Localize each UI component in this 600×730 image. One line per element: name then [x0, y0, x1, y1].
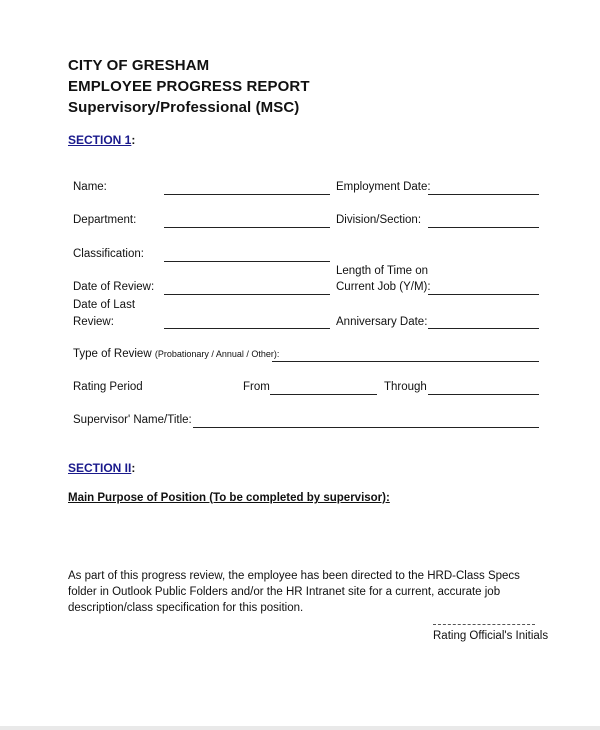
through-field[interactable]	[428, 394, 539, 395]
from-field[interactable]	[270, 394, 377, 395]
last-review-field[interactable]	[164, 328, 330, 329]
section-1-colon: :	[131, 133, 136, 147]
date-review-field[interactable]	[164, 294, 330, 295]
through-label: Through	[384, 381, 427, 393]
name-label: Name:	[73, 181, 107, 193]
name-field[interactable]	[164, 194, 330, 195]
classification-field[interactable]	[164, 261, 330, 262]
division-field[interactable]	[428, 227, 539, 228]
report-subtitle: Supervisory/Professional (MSC)	[68, 99, 300, 116]
purpose-label: Main Purpose of Position (To be completed by supervisor):	[68, 492, 390, 504]
rating-period-label: Rating Period	[73, 381, 143, 393]
report-title: EMPLOYEE PROGRESS REPORT	[68, 78, 310, 95]
employment-date-field[interactable]	[428, 194, 539, 195]
initials-line[interactable]	[433, 624, 535, 625]
supervisor-label: Supervisor' Name/Title:	[73, 414, 192, 426]
classification-label: Classification:	[73, 248, 144, 260]
page-edge	[0, 726, 600, 730]
review-paragraph: As part of this progress review, the employee has been directed to the HRD-Class Specs folder in Outlook Public Folders and/or the HR Intranet site for a current, accurate job description/class specification for this position.	[68, 570, 520, 614]
employment-date-label: Employment Date:	[336, 181, 431, 193]
section-2-label: SECTION II	[68, 461, 132, 475]
from-label: From	[243, 381, 270, 393]
length-time-label-1: Length of Time on	[336, 265, 429, 277]
anniversary-label: Anniversary Date:	[336, 316, 428, 328]
department-field[interactable]	[164, 227, 330, 228]
type-review-hint: (Probationary / Annual / Other):	[154, 349, 280, 359]
division-label: Division/Section:	[336, 214, 422, 226]
anniversary-field[interactable]	[428, 328, 539, 329]
department-label: Department:	[73, 214, 137, 226]
type-review-label: Type of Review	[73, 348, 152, 360]
last-review-label-1: Date of Last	[73, 299, 136, 311]
section-2-colon: :	[131, 461, 136, 475]
section-1-heading	[68, 133, 135, 147]
section-1-label: SECTION 1	[68, 133, 132, 147]
org-name: CITY OF GRESHAM	[68, 57, 210, 74]
initials-label: Rating Official's Initials	[433, 630, 549, 642]
last-review-label-2: Review:	[73, 316, 114, 328]
type-review-heading	[73, 348, 279, 360]
length-time-field[interactable]	[428, 294, 539, 295]
length-time-label-2: Current Job (Y/M):	[336, 281, 431, 293]
type-review-field[interactable]	[272, 361, 539, 362]
supervisor-field[interactable]	[193, 427, 539, 428]
date-review-label: Date of Review:	[73, 281, 155, 293]
section-2-heading	[68, 461, 135, 475]
